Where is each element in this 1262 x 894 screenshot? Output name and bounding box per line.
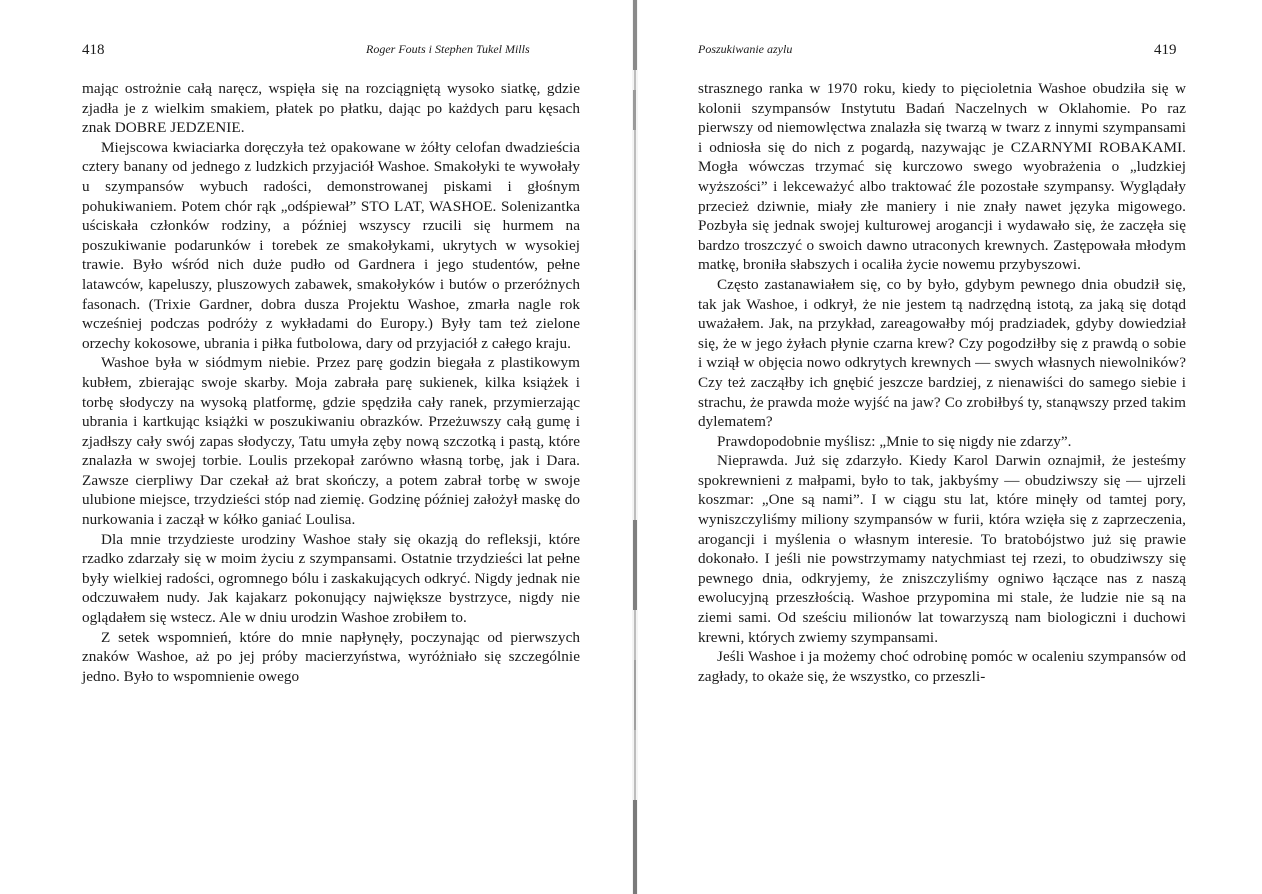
right-page-number: 419 bbox=[1154, 42, 1177, 58]
left-paragraph-1: mając ostrożnie całą naręcz, wspięła się na rozciągniętą wysoko siatkę, gdzie zjadła je z wielkim smakiem, płatek po płatku, dając po każdych paru kęsach znak DOBRE JEDZENIE. bbox=[82, 80, 580, 137]
left-paragraph-4: Dla mnie trzydzieste urodziny Washoe stały się okazją do refleksji, które rzadko zdarzały się w moim życiu z szympansami. Ostatnie trzydzieści lat pełne były wielkiej radości, ogromnego bólu i zaskakujących odkryć. Nigdy jednak nie odczuwałem nudy. Jak kajakarz pokonujący największe bystrzyce, nigdy nie oglądałem się wstecz. Ale w dniu urodzin Washoe zrobiłem to. bbox=[82, 530, 580, 627]
right-body-text bbox=[698, 79, 1186, 686]
right-paragraph-1: strasznego ranka w 1970 roku, kiedy to pięcioletnia Washoe obudziła się w kolonii szympansów Instytutu Badań Naczelnych w Oklahomie. Po raz pierwszy od niemowlęctwa znalazła się twarzą w twarz z innymi szympansami i odniosła się do nich z pogardą, nazywając je CZARNYMI ROBAKAMI. Mogła wówczas trzymać się kurczowo swego wyobrażenia o „ludzkiej wyższości” i lekceważyć albo traktować źle pozostałe szympansy. Wyglądały przecież dziwnie, miały złe maniery i nie znały nawet języka migowego. Pozbyła się jednak swojej kulturowej arogancji i wydawało się, że zaczęła się bardzo troszczyć o swoich dawno utraconych krewnych. Zastępowała młodym matkę, broniła słabszych i ocaliła życie nowemu przybyszowi. bbox=[698, 80, 1186, 274]
right-paragraph-5: Jeśli Washoe i ja możemy choć odrobinę pomóc w ocaleniu szympansów od zagłady, to okaże się, że wszystko, co przeszli- bbox=[698, 648, 1186, 685]
left-paragraph-5: Z setek wspomnień, które do mnie napłynęły, poczynając od pierwszych znaków Washoe, aż po jej próby macierzyństwa, wyróżniało się szczególnie jedno. Było to wspomnienie owego bbox=[82, 628, 580, 685]
right-page bbox=[631, 0, 1262, 894]
left-paragraph-2: Miejscowa kwiaciarka doręczyła też opakowane w żółty celofan dwadzieścia cztery banany od jednego z ludzkich przyjaciół Washoe. Smakołyki te wywołały u szympansów wybuch radości, demonstrowanej piskami i głośnym pohukiwaniem. Potem chór rąk „odśpiewał” STO LAT, WASHOE. Solenizantka uściskała członków rodziny, a później wszyscy rzucili się hurmem na poszukiwanie podarunków i torebek ze smakołykami, ukrytych w wysokiej trawie. Było wśród nich duże pudło od Gardnera i jego studentów, pełne latawców, kapeluszy, pluszowych zabawek, smakołyków i butów o przeróżnych fasonach. (Trixie Gardner, dobra dusza Projektu Washoe, zmarła nagle rok wcześniej podczas podróży z wykładami do Europy.) Były tam też zielone orzechy kokosowe, ubrania i piłka futbolowa, dary od przyjaciół z całego kraju. bbox=[82, 138, 580, 352]
left-paragraph-3: Washoe była w siódmym niebie. Przez parę godzin biegała z plastikowym kubłem, zbierając swoje skarby. Moja zabrała parę sukienek, kilka książek i torbę słodyczy na wysoką platformę, gdzie spędziła cały ranek, przymierzając ubrania i kartkując książki w poszukiwaniu obrazków. Przeżuwszy całą gumę i zjadłszy cały swój zapas słodyczy, Tatu umyła zęby nową szczotką i pastą, które znalazła w swojej torbie. Loulis przekopał zarówno własną torbę, jak i Dara. Zawsze cierpliwy Dar czekał aż brat skończy, a potem zabrał torbę w swoje ulubione miejsce, trzydzieści stóp nad ziemię. Godzinę później założył maskę do nurkowania i zaczął w kółko ganiać Loulisa. bbox=[82, 354, 580, 529]
right-paragraph-2: Często zastanawiałem się, co by było, gdybym pewnego dnia obudził się, tak jak Washoe, i odkrył, że nie jestem tą nadrzędną istotą, za jaką się dotąd uważałem. Jak, na przykład, zareagowałby mój pradziadek, gdyby dowiedział się, że w jego żyłach płynie czarna krew? Czy pogodziłby się z prawdą o sobie i wziął w objęcia nowo odkrytych krewnych — swych własnych niewolników? Czy też zacząłby ich gnębić jeszcze bardziej, z nienawiści do samego siebie i strachu, że prawda może wyjść na jaw? Co zrobiłbyś ty, stanąwszy przed takim dylematem? bbox=[698, 275, 1186, 431]
left-running-header: Roger Fouts i Stephen Tukel Mills bbox=[366, 42, 530, 56]
right-running-header: Poszukiwanie azylu bbox=[698, 42, 793, 56]
right-paragraph-4: Nieprawda. Już się zdarzyło. Kiedy Karol Darwin oznajmił, że jesteśmy spokrewnieni z małpami, było to tak, jakbyśmy — obudziwszy się — ujrzeli koszmar: „One są nami”. I w ciągu stu lat, które minęły od tamtej pory, wyniszczyliśmy miliony szympansów w furii, która wzięła się z zaprzeczenia, arogancji i myślenia o własnym interesie. To bratobójstwo już się prawie dokonało. I jeśli nie powstrzymamy natychmiast tej rzezi, to obudziwszy się pewnego dnia, odkryjemy, że zniszczyliśmy ogniwo łączące nas z naszą ewolucyjną przeszłością. Washoe przypomina mi stale, że ludzie nie są na ziemi sami. Od sześciu milionów lat towarzyszą nam biologiczni i duchowi krewni, których zwiemy szympansami. bbox=[698, 452, 1186, 646]
right-paragraph-3: Prawdopodobnie myślisz: „Mnie to się nigdy nie zdarzy”. bbox=[717, 432, 1072, 450]
left-body-text bbox=[82, 79, 580, 686]
left-page-number: 418 bbox=[82, 42, 105, 58]
